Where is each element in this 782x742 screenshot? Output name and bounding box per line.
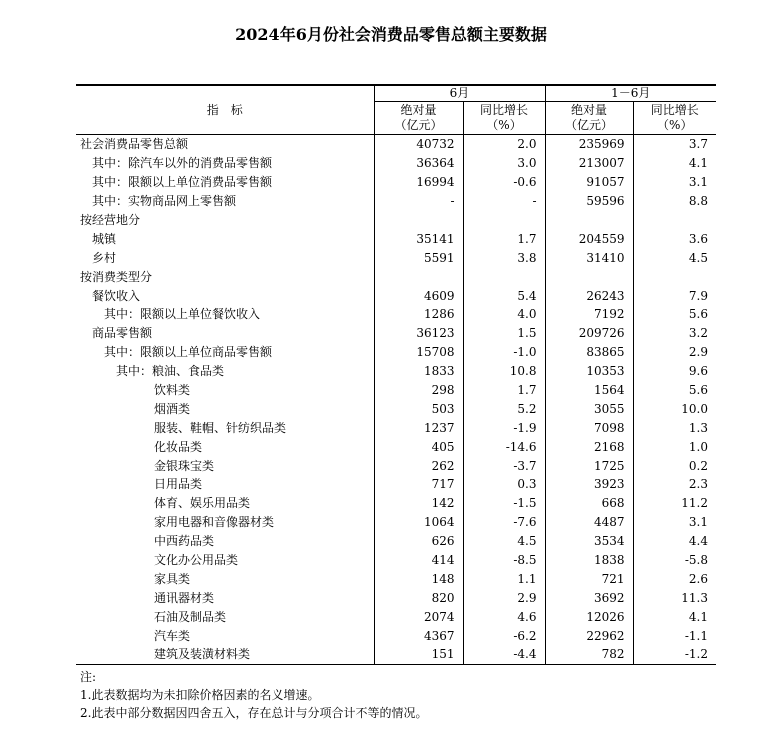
- ytd-abs-cell: 7098: [545, 418, 633, 437]
- table-row: [76, 229, 716, 248]
- ytd-yoy-cell: 2.3: [633, 475, 716, 494]
- ytd-abs-cell: 2168: [545, 437, 633, 456]
- row-label: 按消费类型分: [80, 269, 153, 284]
- row-label: 社会消费品零售总额: [80, 137, 189, 152]
- abs-label: 绝对量: [400, 103, 437, 117]
- june-yoy-cell: 10.8: [463, 362, 545, 381]
- row-label: 按经营地分: [80, 213, 141, 227]
- ytd-abs-cell: 1838: [545, 551, 633, 570]
- june-abs-cell: 151: [374, 645, 463, 664]
- ytd-abs-cell: 31410: [545, 248, 633, 267]
- table-row: [76, 248, 716, 267]
- ytd-abs-cell: 10353: [545, 362, 633, 381]
- table-row: [76, 532, 716, 551]
- june-yoy-cell: [463, 267, 545, 286]
- table-row: [76, 494, 716, 513]
- table-row: [76, 267, 716, 286]
- table-row: [76, 551, 716, 570]
- row-label: 石油及制品类: [154, 609, 227, 624]
- june-yoy-cell: -1.5: [463, 494, 545, 513]
- yoy-header-june: [463, 102, 545, 135]
- ytd-yoy-cell: 8.8: [633, 192, 716, 211]
- table-row: [76, 513, 716, 532]
- ytd-abs-cell: 3923: [545, 475, 633, 494]
- ytd-abs-cell: 235969: [545, 135, 633, 154]
- row-label: 建筑及装潢材料类: [76, 645, 374, 664]
- june-yoy-cell: 4.0: [463, 305, 545, 324]
- table-row: [76, 154, 716, 173]
- june-yoy-cell: -8.5: [463, 551, 545, 570]
- table-row: [76, 569, 716, 588]
- abs-header-ytd: [545, 102, 633, 135]
- ytd-abs-cell: 12026: [545, 607, 633, 626]
- table-row: [76, 399, 716, 418]
- june-yoy-cell: 1.5: [463, 324, 545, 343]
- june-abs-cell: 5591: [374, 248, 463, 267]
- june-abs-cell: 503: [374, 399, 463, 418]
- ytd-abs-cell: 782: [545, 645, 633, 664]
- ytd-yoy-cell: [633, 211, 716, 230]
- ytd-abs-cell: 59596: [545, 192, 633, 211]
- june-yoy-cell: 3.0: [463, 154, 545, 173]
- table-row: [76, 135, 716, 154]
- page-title: 2024年6月份社会消费品零售总额主要数据: [235, 25, 547, 44]
- notes: [80, 668, 427, 722]
- abs-unit: （亿元）: [564, 118, 613, 132]
- ytd-yoy-cell: 11.2: [633, 494, 716, 513]
- june-yoy-cell: -1.9: [463, 418, 545, 437]
- june-yoy-cell: 4.5: [463, 532, 545, 551]
- ytd-abs-cell: 4487: [545, 513, 633, 532]
- period-header-june: 6月: [374, 85, 545, 102]
- ytd-abs-cell: 668: [545, 494, 633, 513]
- notes-heading: 注:: [80, 670, 97, 684]
- table-row: [76, 626, 716, 645]
- row-label: 商品零售额: [92, 326, 153, 341]
- row-label: 家具类: [154, 571, 191, 586]
- ytd-abs-cell: 1564: [545, 381, 633, 400]
- june-abs-cell: 16994: [374, 173, 463, 192]
- ytd-yoy-cell: 10.0: [633, 399, 716, 418]
- june-abs-cell: 35141: [374, 229, 463, 248]
- june-abs-cell: 2074: [374, 607, 463, 626]
- row-label: 其中：限额以上单位消费品零售额: [92, 175, 273, 190]
- table-row: [76, 362, 716, 381]
- table-row: [76, 211, 716, 230]
- ytd-abs-cell: [545, 211, 633, 230]
- june-yoy-cell: -3.7: [463, 456, 545, 475]
- ytd-yoy-cell: 3.7: [633, 135, 716, 154]
- row-label: 烟酒类: [154, 401, 191, 416]
- june-yoy-cell: -: [463, 192, 545, 211]
- june-yoy-cell: 5.2: [463, 399, 545, 418]
- row-label: 日用品类: [154, 477, 203, 492]
- june-yoy-cell: -0.6: [463, 173, 545, 192]
- ytd-yoy-cell: 4.1: [633, 607, 716, 626]
- row-label: 体育、娱乐用品类: [154, 496, 251, 511]
- table-row: [76, 645, 716, 664]
- ytd-yoy-cell: -1.1: [633, 626, 716, 645]
- row-label: 餐饮收入: [92, 288, 141, 303]
- ytd-yoy-cell: 4.5: [633, 248, 716, 267]
- table-row: [76, 437, 716, 456]
- abs-header-june: [374, 102, 463, 135]
- june-yoy-cell: 1.1: [463, 569, 545, 588]
- ytd-yoy-cell: -5.8: [633, 551, 716, 570]
- row-label: 金银珠宝类: [154, 458, 215, 473]
- ytd-yoy-cell: 7.9: [633, 286, 716, 305]
- june-abs-cell: 36364: [374, 154, 463, 173]
- yoy-label: 同比增长: [650, 103, 699, 117]
- ytd-abs-cell: 721: [545, 569, 633, 588]
- ytd-yoy-cell: -1.2: [633, 645, 716, 664]
- table-row: [76, 588, 716, 607]
- ytd-yoy-cell: 1.3: [633, 418, 716, 437]
- june-abs-cell: 142: [374, 494, 463, 513]
- june-abs-cell: 36123: [374, 324, 463, 343]
- june-abs-cell: 405: [374, 437, 463, 456]
- ytd-yoy-cell: 3.1: [633, 173, 716, 192]
- table-row: [76, 607, 716, 626]
- ytd-abs-cell: 1725: [545, 456, 633, 475]
- june-yoy-cell: 5.4: [463, 286, 545, 305]
- june-yoy-cell: 2.0: [463, 135, 545, 154]
- june-abs-cell: -: [374, 192, 463, 211]
- june-yoy-cell: -6.2: [463, 626, 545, 645]
- june-abs-cell: 262: [374, 456, 463, 475]
- table-row: [76, 343, 716, 362]
- row-label: 饮料类: [154, 383, 191, 398]
- june-abs-cell: [374, 267, 463, 286]
- ytd-yoy-cell: 3.2: [633, 324, 716, 343]
- june-yoy-cell: -1.0: [463, 343, 545, 362]
- june-abs-cell: 1237: [374, 418, 463, 437]
- ytd-abs-cell: 3534: [545, 532, 633, 551]
- row-label: 通讯器材类: [154, 590, 215, 605]
- ytd-yoy-cell: [633, 267, 716, 286]
- table-row: [76, 456, 716, 475]
- table-row: [76, 305, 716, 324]
- june-yoy-cell: -7.6: [463, 513, 545, 532]
- row-label: 文化办公用品类: [154, 553, 239, 568]
- ytd-yoy-cell: 2.9: [633, 343, 716, 362]
- june-abs-cell: 1064: [374, 513, 463, 532]
- ytd-yoy-cell: 0.2: [633, 456, 716, 475]
- note-1: 1.此表数据均为未扣除价格因素的名义增速。: [80, 688, 320, 702]
- june-abs-cell: 1833: [374, 362, 463, 381]
- ytd-abs-cell: 22962: [545, 626, 633, 645]
- ytd-yoy-cell: 3.1: [633, 513, 716, 532]
- yoy-unit: （%）: [657, 118, 693, 132]
- june-yoy-cell: 3.8: [463, 248, 545, 267]
- table-row: [76, 173, 716, 192]
- ytd-abs-cell: 204559: [545, 229, 633, 248]
- june-yoy-cell: 4.6: [463, 607, 545, 626]
- row-label: 其中：限额以上单位餐饮收入: [104, 307, 261, 322]
- ytd-abs-cell: [545, 267, 633, 286]
- table-row: [76, 286, 716, 305]
- june-yoy-cell: 1.7: [463, 229, 545, 248]
- yoy-header-ytd: [633, 102, 716, 135]
- yoy-label: 同比增长: [479, 103, 528, 117]
- data-table: [76, 84, 716, 665]
- row-label: 其中：实物商品网上零售额: [92, 194, 237, 209]
- row-label: 其中：粮油、食品类: [116, 364, 225, 379]
- row-label: 其中：除汽车以外的消费品零售额: [92, 156, 273, 171]
- row-label: 家用电器和音像器材类: [154, 515, 275, 530]
- ytd-abs-cell: 3055: [545, 399, 633, 418]
- table-row: [76, 418, 716, 437]
- june-abs-cell: 414: [374, 551, 463, 570]
- june-abs-cell: 40732: [374, 135, 463, 154]
- june-yoy-cell: 2.9: [463, 588, 545, 607]
- ytd-yoy-cell: 5.6: [633, 381, 716, 400]
- table-row: [76, 192, 716, 211]
- row-label: 化妆品类: [154, 439, 203, 454]
- table-row: [76, 381, 716, 400]
- row-label: 服装、鞋帽、针纺织品类: [154, 420, 287, 435]
- june-abs-cell: [374, 211, 463, 230]
- ytd-abs-cell: 209726: [545, 324, 633, 343]
- june-abs-cell: 4609: [374, 286, 463, 305]
- table-row: [76, 475, 716, 494]
- june-abs-cell: 1286: [374, 305, 463, 324]
- ytd-yoy-cell: 3.6: [633, 229, 716, 248]
- june-abs-cell: 4367: [374, 626, 463, 645]
- june-abs-cell: 298: [374, 381, 463, 400]
- abs-unit: （亿元）: [394, 118, 443, 132]
- ytd-yoy-cell: 9.6: [633, 362, 716, 381]
- june-yoy-cell: -14.6: [463, 437, 545, 456]
- row-label: 中西药品类: [154, 534, 215, 549]
- june-yoy-cell: 0.3: [463, 475, 545, 494]
- june-abs-cell: 717: [374, 475, 463, 494]
- ytd-abs-cell: 3692: [545, 588, 633, 607]
- period-header-jan-june: 1－6月: [545, 85, 716, 102]
- june-abs-cell: 626: [374, 532, 463, 551]
- note-2: 2.此表中部分数据因四舍五入，存在总计与分项合计不等的情况。: [80, 706, 428, 720]
- ytd-yoy-cell: 2.6: [633, 569, 716, 588]
- june-yoy-cell: -4.4: [463, 645, 545, 664]
- ytd-abs-cell: 83865: [545, 343, 633, 362]
- abs-label: 绝对量: [570, 103, 607, 117]
- row-label: 城镇: [92, 231, 117, 246]
- yoy-unit: （%）: [486, 118, 522, 132]
- ytd-yoy-cell: 4.4: [633, 532, 716, 551]
- ytd-yoy-cell: 11.3: [633, 588, 716, 607]
- ytd-abs-cell: 213007: [545, 154, 633, 173]
- june-yoy-cell: [463, 211, 545, 230]
- row-label: 其中：限额以上单位商品零售额: [104, 345, 273, 360]
- ytd-abs-cell: 91057: [545, 173, 633, 192]
- table-row: [76, 324, 716, 343]
- ytd-yoy-cell: 4.1: [633, 154, 716, 173]
- ytd-yoy-cell: 1.0: [633, 437, 716, 456]
- june-abs-cell: 820: [374, 588, 463, 607]
- row-label: 乡村: [92, 250, 117, 265]
- june-abs-cell: 148: [374, 569, 463, 588]
- ytd-abs-cell: 26243: [545, 286, 633, 305]
- ytd-abs-cell: 7192: [545, 305, 633, 324]
- indicator-header: 指 标: [76, 85, 374, 135]
- june-abs-cell: 15708: [374, 343, 463, 362]
- ytd-yoy-cell: 5.6: [633, 305, 716, 324]
- row-label: 汽车类: [154, 628, 191, 643]
- june-yoy-cell: 1.7: [463, 381, 545, 400]
